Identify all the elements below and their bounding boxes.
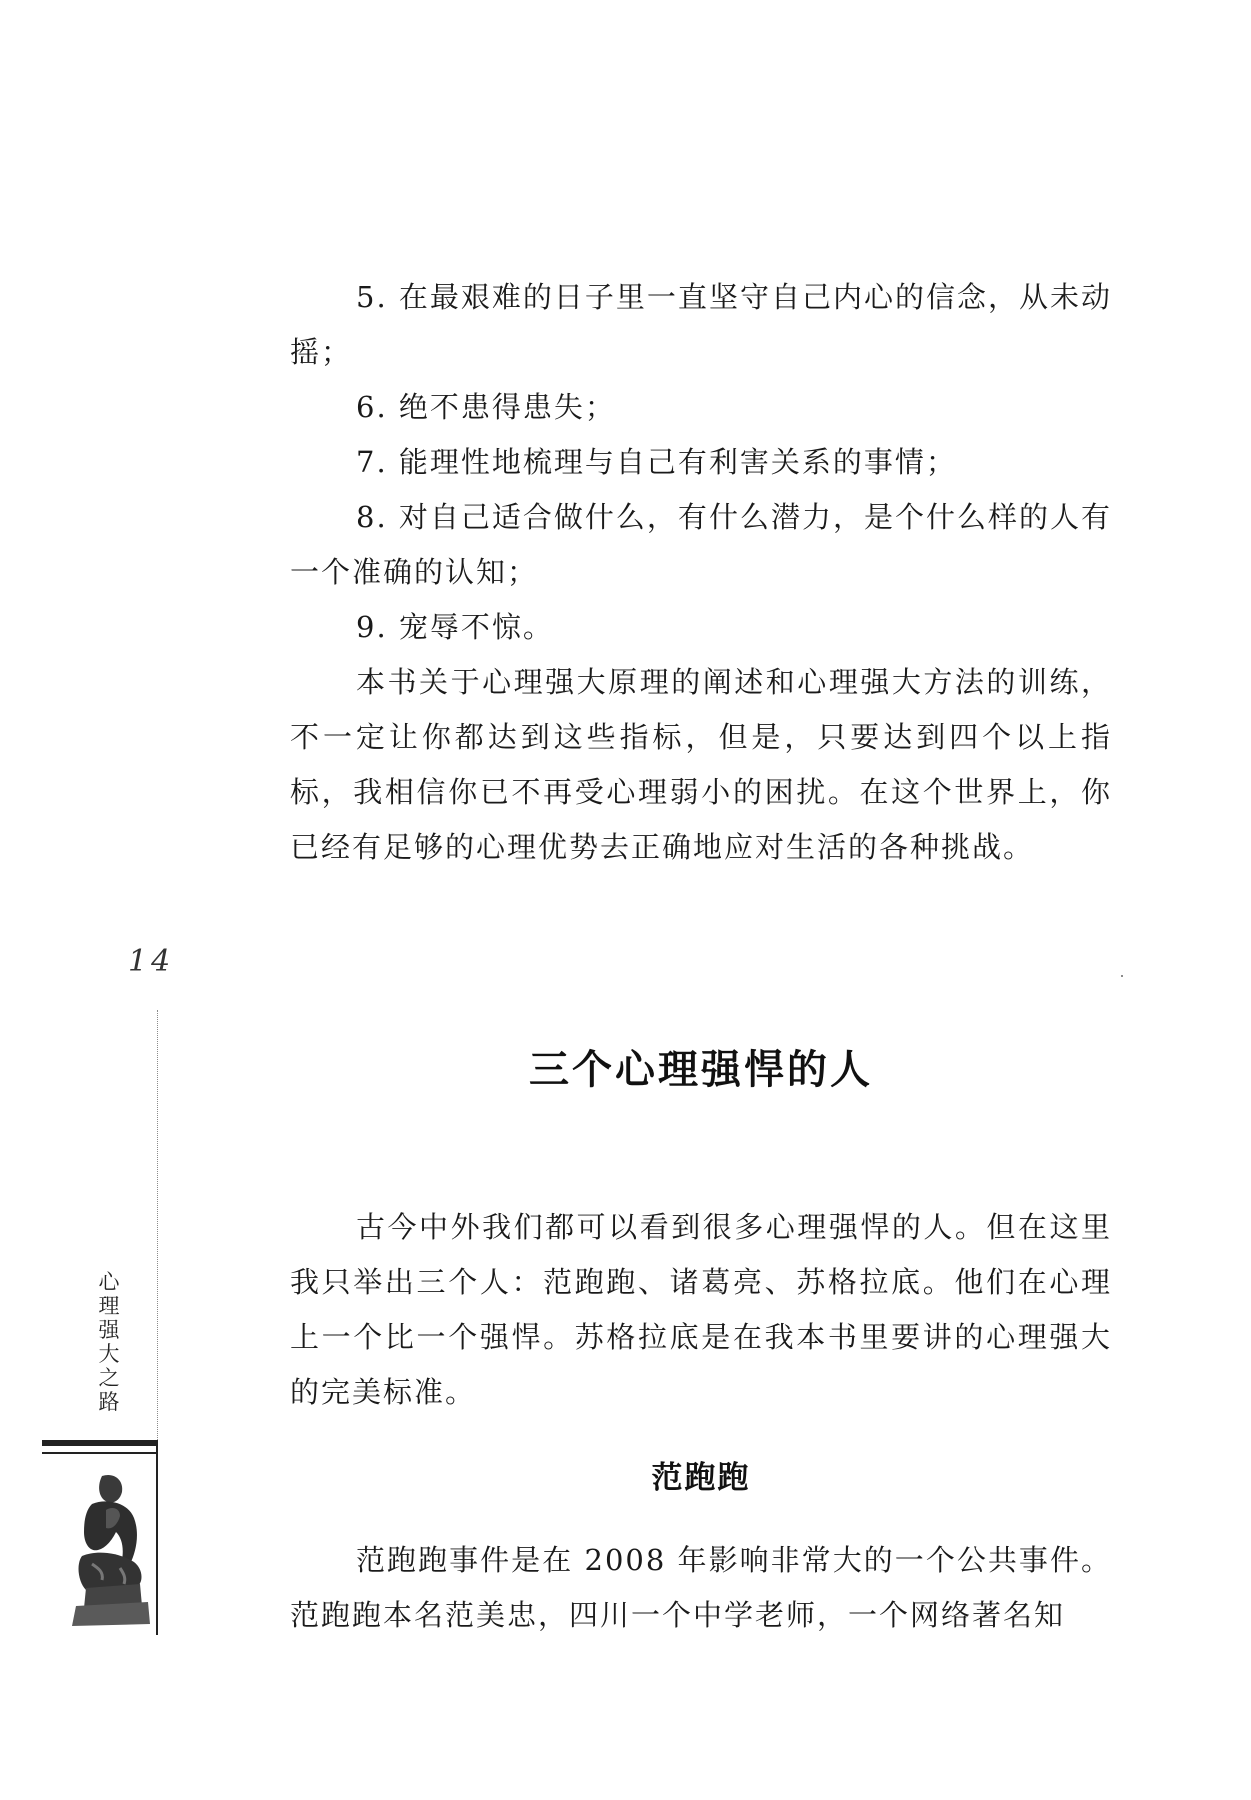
summary-paragraph: 本书关于心理强大原理的阐述和心理强大方法的训练，不一定让你都达到这些指标，但是，只要达到四个以上指标，我相信你已不再受心理弱小的困扰。在这个世界上，你已经有足够的心理优势去正确地应对生活的各种挑战。 [290, 665, 1112, 864]
intro-paragraph: 古今中外我们都可以看到很多心理强悍的人。但在这里我只举出三个人：范跑跑、诸葛亮、苏格拉底。他们在心理上一个比一个强悍。苏格拉底是在我本书里要讲的心理强大的完美标准。 [290, 1210, 1112, 1409]
subsection-title: 范跑跑 [651, 1460, 751, 1496]
page-number: 14 [128, 944, 175, 979]
list-item: 9. 宠辱不惊。 [356, 610, 554, 644]
margin-thick-rule [42, 1440, 158, 1446]
side-book-title: 心理强大之路 [98, 1270, 120, 1414]
margin-thin-rule [42, 1452, 158, 1454]
intro-section [290, 1200, 1112, 1420]
list-item: 7. 能理性地梳理与自己有利害关系的事情； [356, 445, 957, 479]
summary-section [290, 655, 1112, 875]
subsection-body [290, 1533, 1112, 1643]
margin-dotted-line [157, 1010, 158, 1440]
margin-vertical-rule [156, 1440, 158, 1635]
section-title: 三个心理强悍的人 [529, 1047, 873, 1093]
thinker-statue-icon [62, 1468, 152, 1628]
speck-mark [1121, 975, 1123, 977]
subsection-paragraph: 范跑跑事件是在 2008 年影响非常大的一个公共事件。范跑跑本名范美忠，四川一个中学老师，一个网络著名知 [290, 1543, 1112, 1632]
list-item: 5. 在最艰难的日子里一直坚守自己内心的信念，从未动摇； [290, 280, 1112, 369]
numbered-criteria-list [290, 270, 1112, 655]
list-item: 8. 对自己适合做什么，有什么潜力，是个什么样的人有一个准确的认知； [290, 500, 1112, 589]
list-item: 6. 绝不患得患失； [356, 390, 616, 424]
